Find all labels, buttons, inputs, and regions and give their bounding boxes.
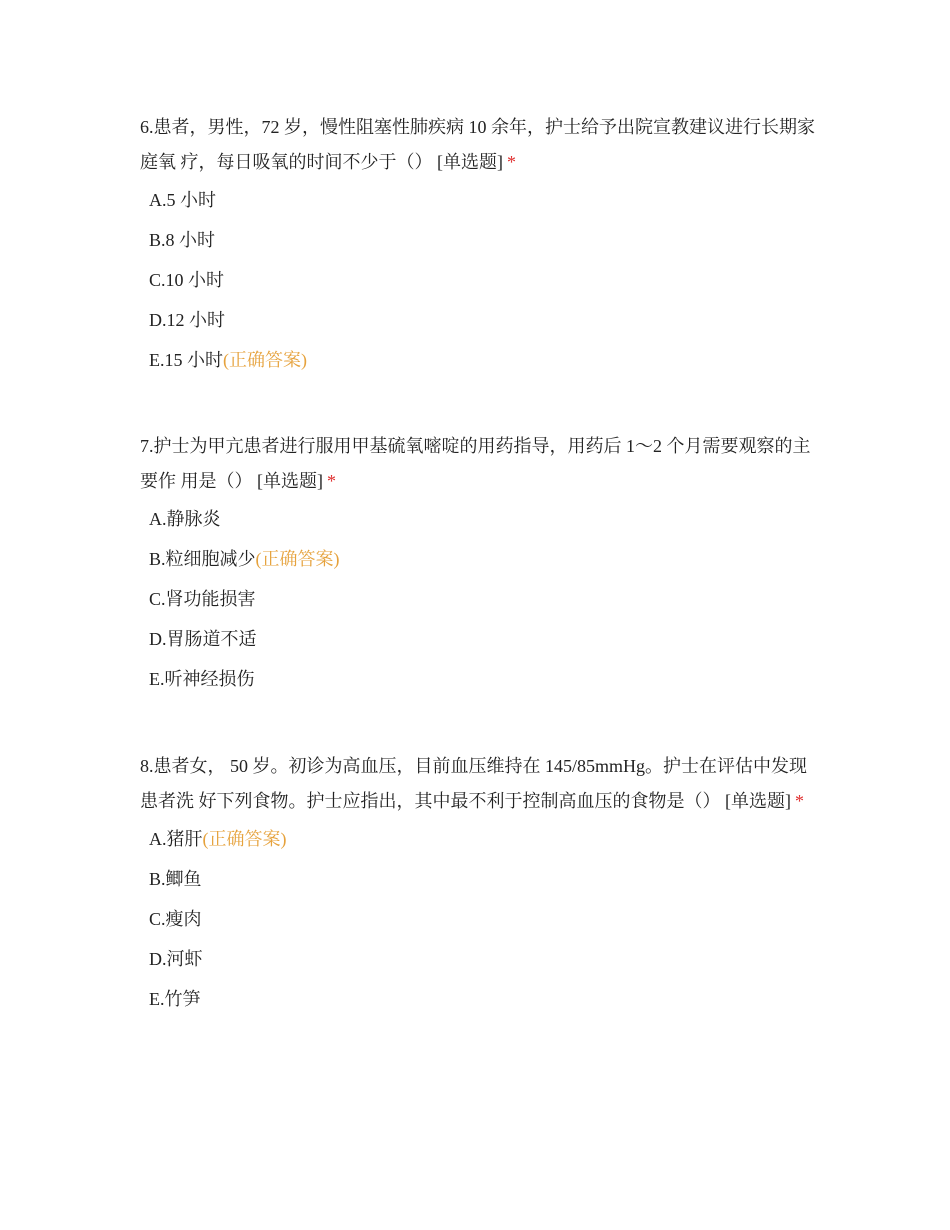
question-7 — [140, 429, 820, 707]
option-label: E.听神经损伤 — [149, 669, 255, 689]
option-label: A.静脉炎 — [149, 509, 221, 529]
option-label: B.8 小时 — [149, 230, 216, 250]
option-label: D.胃肠道不适 — [149, 629, 257, 649]
option-b[interactable] — [149, 228, 820, 252]
correct-answer-mark: (正确答案) — [202, 829, 287, 849]
option-label: C.10 小时 — [149, 270, 225, 290]
correct-answer-mark: (正确答案) — [223, 350, 307, 370]
option-b[interactable] — [149, 867, 820, 891]
option-e[interactable] — [149, 348, 820, 372]
option-a[interactable] — [149, 188, 820, 212]
question-6-title — [140, 110, 820, 180]
required-mark: * — [795, 791, 804, 811]
option-a[interactable] — [149, 827, 820, 851]
option-b[interactable] — [149, 547, 820, 571]
question-6-text: 6.患者，男性，72 岁，慢性阻塞性肺疾病 10 余年，护士给予出院宣教建议进行长期家庭氧 疗，每日吸氧的时间不少于（） [单选题] — [140, 117, 815, 172]
option-c[interactable] — [149, 587, 820, 611]
option-e[interactable] — [149, 667, 820, 691]
question-8-text: 8.患者女， 50 岁。初诊为高血压，目前血压维持在 145/85mmHg。护士在评估中发现患者洗 好下列食物。护士应指出，其中最不利于控制高血压的食物是（） [单选题] — [140, 756, 807, 811]
option-label: D.河虾 — [149, 949, 203, 969]
required-mark: * — [507, 152, 516, 172]
option-c[interactable] — [149, 907, 820, 931]
option-label: C.肾功能损害 — [149, 589, 256, 609]
option-label: B.鲫鱼 — [149, 869, 202, 889]
option-label: A.5 小时 — [149, 190, 216, 210]
question-7-options — [140, 507, 820, 691]
option-c[interactable] — [149, 268, 820, 292]
option-e[interactable] — [149, 987, 820, 1011]
question-8 — [140, 749, 820, 1027]
question-8-title — [140, 749, 820, 819]
required-mark: * — [327, 471, 336, 491]
option-label: D.12 小时 — [149, 310, 225, 330]
option-label: C.瘦肉 — [149, 909, 202, 929]
option-d[interactable] — [149, 308, 820, 332]
question-7-title — [140, 429, 820, 499]
question-6 — [140, 110, 820, 388]
correct-answer-mark: (正确答案) — [255, 549, 340, 569]
option-label: E.竹笋 — [149, 989, 201, 1009]
option-a[interactable] — [149, 507, 820, 531]
question-7-text: 7.护士为甲亢患者进行服用甲基硫氧嘧啶的用药指导，用药后 1～2 个月需要观察的主要作 用是（） [单选题] — [140, 436, 811, 491]
option-label: B.粒细胞减少 — [149, 549, 256, 569]
question-6-options — [140, 188, 820, 372]
option-d[interactable] — [149, 627, 820, 651]
question-8-options — [140, 827, 820, 1011]
option-d[interactable] — [149, 947, 820, 971]
option-label: E.15 小时 — [149, 350, 223, 370]
option-label: A.猪肝 — [149, 829, 203, 849]
